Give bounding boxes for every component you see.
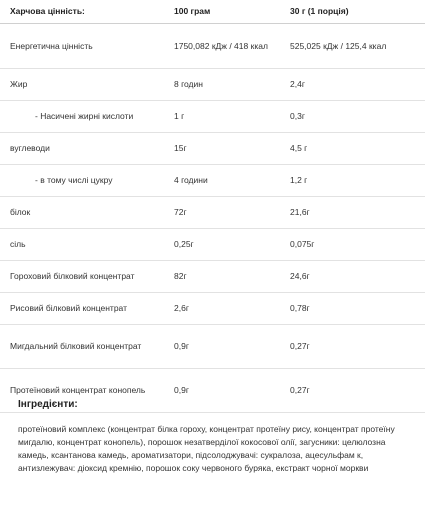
row-value-per-serving: 24,6г <box>290 261 425 293</box>
ingredients-section <box>18 398 418 475</box>
row-value-per-100g: 0,25г <box>174 229 290 261</box>
table-row <box>0 133 425 165</box>
row-label: сіль <box>0 229 174 261</box>
row-label: - Насичені жирні кислоти <box>0 101 174 133</box>
row-value-per-100g: 1750,082 кДж / 418 ккал <box>174 24 290 69</box>
table-row <box>0 293 425 325</box>
row-label: - в тому числі цукру <box>0 165 174 197</box>
row-value-per-serving: 525,025 кДж / 125,4 ккал <box>290 24 425 69</box>
row-label: Протеїновий концентрат конопель <box>0 369 174 413</box>
row-label: Мигдальний білковий концентрат <box>0 325 174 369</box>
row-value-per-100g: 1 г <box>174 101 290 133</box>
table-row <box>0 69 425 101</box>
row-value-per-serving: 2,4г <box>290 69 425 101</box>
row-value-per-100g: 82г <box>174 261 290 293</box>
row-value-per-100g: 2,6г <box>174 293 290 325</box>
table-row <box>0 261 425 293</box>
row-value-per-100g: 4 години <box>174 165 290 197</box>
row-value-per-100g: 0,9г <box>174 369 290 413</box>
header-nutrition: Харчова цінність: <box>0 0 174 24</box>
row-label: Гороховий білковий концентрат <box>0 261 174 293</box>
table-row <box>0 101 425 133</box>
header-per-serving: 30 г (1 порція) <box>290 0 425 24</box>
row-value-per-serving: 0,27г <box>290 325 425 369</box>
row-value-per-serving: 1,2 г <box>290 165 425 197</box>
row-label: Жир <box>0 69 174 101</box>
ingredients-title: Інгредієнти: <box>18 399 78 410</box>
table-row <box>0 325 425 369</box>
table-row <box>0 165 425 197</box>
row-value-per-serving: 0,78г <box>290 293 425 325</box>
ingredients-text: протеїновий комплекс (концентрат білка гороху, концентрат протеїну рису, концентрат протеїну мигдалю, концентрат конопель), порошок незатверділої кокосової олії, загусники: целюлозна камедь, ксантанова камедь, ароматизатори, підсолоджувачі: сукралоза, ацесульфам к, антизлежувач: діоксид кремнію, порошок соку червоного буряка, екстракт чорної моркви <box>18 424 395 473</box>
row-value-per-serving: 0,3г <box>290 101 425 133</box>
row-value-per-100g: 8 годин <box>174 69 290 101</box>
row-value-per-serving: 0,075г <box>290 229 425 261</box>
row-label: вуглеводи <box>0 133 174 165</box>
row-value-per-100g: 72г <box>174 197 290 229</box>
row-value-per-serving: 4,5 г <box>290 133 425 165</box>
row-label: Енергетична цінність <box>0 24 174 69</box>
table-header-row <box>0 0 425 24</box>
row-label: Рисовий білковий концентрат <box>0 293 174 325</box>
row-value-per-serving: 21,6г <box>290 197 425 229</box>
table-row <box>0 197 425 229</box>
header-per-100g: 100 грам <box>174 0 290 24</box>
table-row <box>0 24 425 69</box>
row-value-per-100g: 15г <box>174 133 290 165</box>
table-row <box>0 229 425 261</box>
row-value-per-serving: 0,27г <box>290 369 425 413</box>
row-label: білок <box>0 197 174 229</box>
row-value-per-100g: 0,9г <box>174 325 290 369</box>
